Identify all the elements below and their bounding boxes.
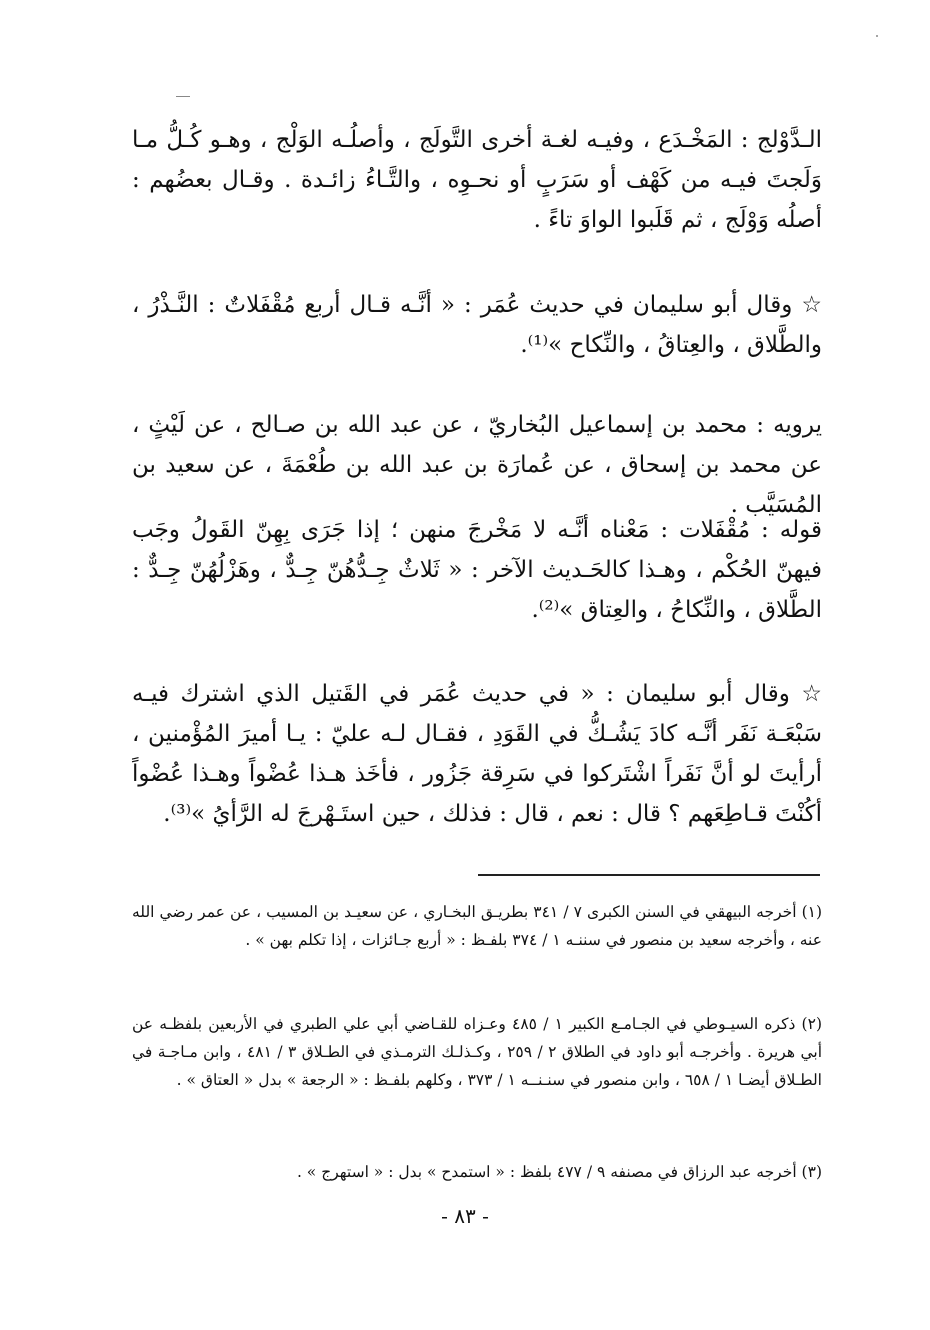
scan-speck [876,35,878,37]
page-number: - ٨٣ - [441,1204,489,1228]
paragraph-muqfalat-hadith: ☆ وقال أبو سليمان في حديث عُمَر : « أنَّـه قـال أربع مُقْفَلاتٌ : النَّـذْرُ ، والطَّلاق ، والعِتاقُ ، والنِّكاح »⁽¹⁾. [132,292,822,358]
footnote-3: (٣) أخرجه عبد الرزاق في مصنفه ٩ / ٤٧٧ بلفظ : « استمدح » بدل : « استهرج » . [296,1163,822,1181]
paragraph-dawlaj: الـدَّوْلج : المَخْـدَع ، وفيـه لغـة أخرى التَّولَج ، وأصلُـه الوَلْج ، وهـو كُـلُّ مـا وَلَجتَ فيـه من كَهْف أو سَرَبٍ أو نحـوِه ، والتَّـاءُ زائـدة . وقـال بعضُهم : أصلُه وَوْلَج ، ثم قَلَبوا الواوَ تاءً . [132,127,822,233]
footnote-2: (٢) ذكره السيـوطي في الجـامـع الكبير ١ / ٤٨٥ وعـزاه للقـاضي أبي علي الطبري في الأربعين بلفظـه عن أبي هريرة . وأخرجـه أبو داود في الطلاق ٢ / ٢٥٩ ، وكـذلـك الترمـذي في الطـلاق ٣ / ٤٨١ ، وابن مـاجـة في الطـلاق أيضـا ١ / ٦٥٨ ، وابن منصور في سنـنــه ١ / ٣٧٣ ، وكلهم بلفـظ : « الرجعة » بدل « العتاق » . [132,1015,823,1089]
scan-mark [176,96,190,97]
paragraph-muqfalat-meaning: قوله : مُقْفَلات : مَعْناه أنَّـه لا مَخْرجَ منهن ؛ إذا جَرَى بِهِنّ القَولُ وجَب فيهنّ الحُكْم ، وهـذا كالحَـديث الآخر : « ثَلاثٌ جِـدُّهُنّ جِـدٌّ ، وهَزْلُهُنّ جِـدٌّ : الطَّلاق ، والنِّكاحُ ، والعِتاق »⁽²⁾. [132,517,822,623]
paragraph-isnad: يرويه : محمد بن إسماعيل البُخاريّ ، عن عبد الله بن صـالح ، عن لَيْثٍ ، عن محمد بن إسحاق ، عن عُمارَة بن عبد الله بن طُعْمَةَ ، عن سعيد بن المُسَيَّب . [132,412,822,518]
footnote-1: (١) أخرجه البيهقي في السنن الكبرى ٧ / ٣٤١ بطريـق البخـاري ، عن سعيـد بن المسيب ، عن عمر رضي الله عنه ، وأخرجه سعيد بن منصور في سننـه ١ / ٣٧٤ بلفـظ : « أربع جـائزات ، إذا تكلم بهن » . [132,903,823,949]
footnote-separator [478,874,820,876]
paragraph-qatil-hadith: ☆ وقال أبو سليمان : « في حديث عُمَر في القَتيل الذي اشترك فيـه سَبْعَـة نَفَر أنَّـه كادَ يَشُـكُّ في القَوَدِ ، فقـال لـه عليّ : يـا أميرَ المُؤْمنين ، أرأيتَ لو أنَّ نَفَراً اشْتَركوا في سَرِقة جَزُور ، فأخَذ هـذا عُضْواً وهـذا عُضْواً أكُنْتَ قـاطِعَهم ؟ قال : نعم ، قال : فذلك ، حين استَـهْرجَ له الرَّأيُ »⁽³⁾. [132,681,822,827]
